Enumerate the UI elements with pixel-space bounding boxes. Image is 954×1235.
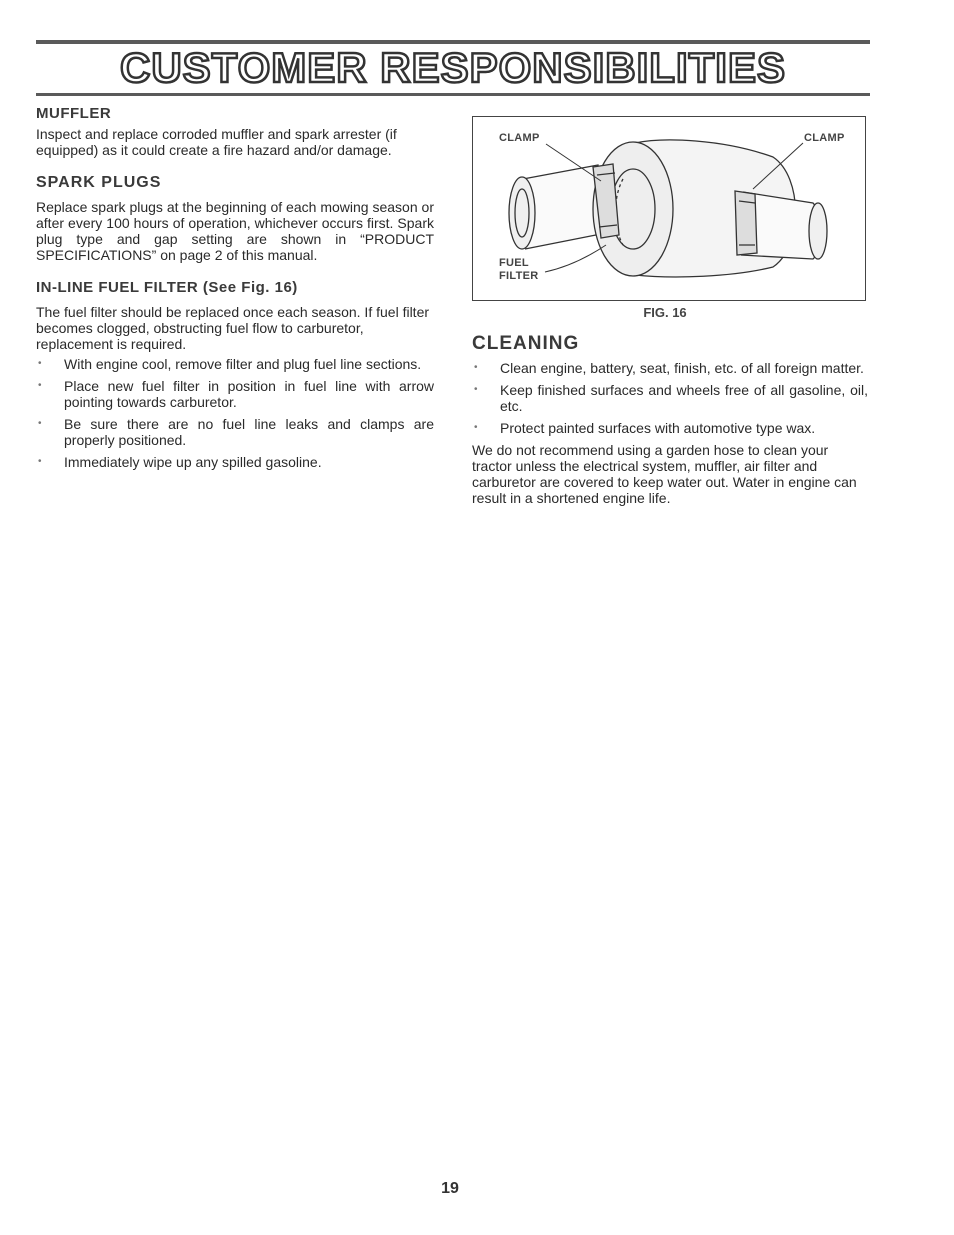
list-item: • Protect painted surfaces with automotive type wax. bbox=[472, 420, 868, 436]
list-item: • Keep finished surfaces and wheels free of all gasoline, oil, etc. bbox=[472, 382, 868, 414]
page-title: CUSTOMER RESPONSIBILITIES bbox=[120, 44, 786, 91]
muffler-heading: MUFFLER bbox=[36, 105, 112, 122]
figure-caption: FIG. 16 bbox=[643, 305, 687, 320]
cleaning-heading: CLEANING bbox=[472, 333, 580, 354]
fuel-filter-heading: IN-LINE FUEL FILTER (See Fig. 16) bbox=[36, 279, 298, 296]
list-item: • Be sure there are no fuel line leaks and clamps are properly positioned. bbox=[36, 416, 434, 448]
cleaning-text: We do not recommend using a garden hose to clean your tractor unless the electrical system, muffler, air filter and carburetor are covered to keep water out. Water in engine can result in a shortened engine life. bbox=[472, 442, 857, 506]
list-item: • Clean engine, battery, seat, finish, etc. of all foreign matter. bbox=[472, 360, 868, 376]
page-number: 19 bbox=[441, 1180, 459, 1197]
list-item: • Immediately wipe up any spilled gasoline. bbox=[36, 454, 434, 470]
spark-plugs-text: Replace spark plugs at the beginning of each mowing season or after every 100 hours of operation, whichever occurs first. Spark plug type and gap setting are shown in “PRODUCT SPECIFICATIONS” on page 2 of this manual. bbox=[36, 199, 434, 263]
clamp-right-label: CLAMP bbox=[804, 132, 845, 144]
list-item: • Place new fuel filter in position in fuel line with arrow pointing towards carburetor. bbox=[36, 378, 434, 410]
list-item: • With engine cool, remove filter and plug fuel line sections. bbox=[36, 356, 434, 372]
left-column bbox=[36, 105, 434, 476]
cleaning-section bbox=[472, 333, 868, 506]
muffler-text: Inspect and replace corroded muffler and spark arrester (if equipped) as it could create a fire hazard and/or damage. bbox=[36, 126, 397, 158]
filter-label: FILTER bbox=[499, 270, 539, 282]
right-column bbox=[472, 116, 868, 506]
cleaning-list bbox=[472, 360, 868, 436]
fuel-filter-steps bbox=[36, 356, 434, 470]
fuel-filter-text: The fuel filter should be replaced once each season. If fuel filter becomes clogged, obstructing fuel flow to carburetor, replacement is required. bbox=[36, 304, 430, 352]
muffler-section bbox=[36, 105, 434, 158]
spark-plugs-heading: SPARK PLUGS bbox=[36, 174, 162, 191]
title-rule-bottom bbox=[36, 93, 870, 96]
fuel-filter-section bbox=[36, 279, 434, 470]
spark-plugs-section bbox=[36, 174, 434, 263]
fuel-label: FUEL bbox=[499, 257, 529, 269]
clamp-left-label: CLAMP bbox=[499, 132, 540, 144]
fuel-filter-figure bbox=[472, 116, 866, 301]
